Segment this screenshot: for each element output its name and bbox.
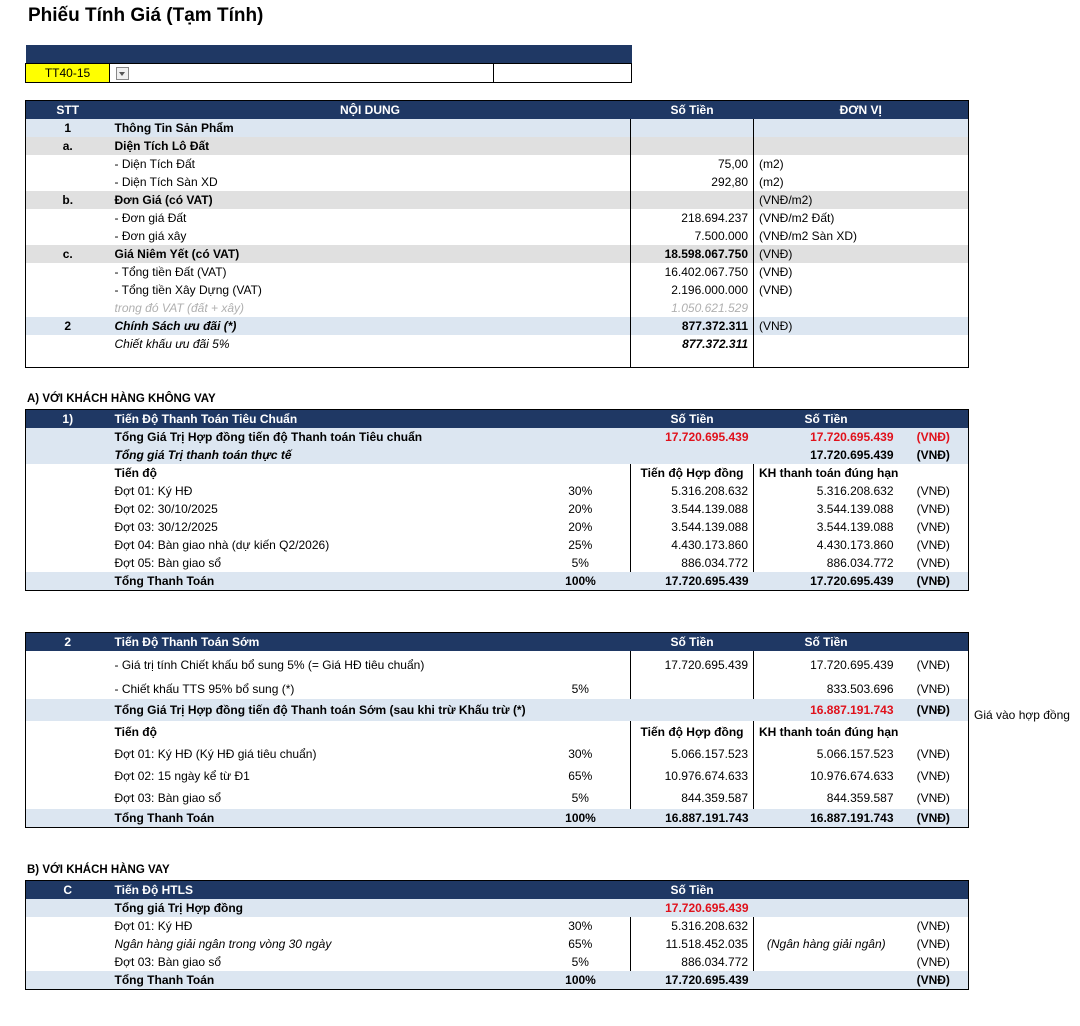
table-row <box>26 245 969 263</box>
table-row <box>26 536 969 554</box>
empty-cell <box>26 787 110 809</box>
row-value-2: 886.034.772 <box>826 556 894 570</box>
row-amount: 218.694.237 <box>631 209 754 227</box>
row-unit: (VNĐ) <box>916 448 950 462</box>
table-row <box>26 137 969 155</box>
table-row <box>26 227 969 245</box>
row-stt <box>26 173 110 191</box>
row-value-1: 17.720.695.439 <box>665 574 749 588</box>
empty-cell <box>26 482 110 500</box>
row-unit: (VNĐ/m2 Sàn XD) <box>759 229 858 243</box>
table-row <box>26 500 969 518</box>
empty-cell <box>110 353 631 368</box>
table-row <box>26 299 969 317</box>
row-value-2: 3.544.139.088 <box>816 520 894 534</box>
row-unit: (VNĐ) <box>916 682 950 696</box>
row-content: trong đó VAT (đất + xây) <box>114 301 245 315</box>
early-payment-header <box>26 633 969 652</box>
row-value-2: 17.720.695.439 <box>810 658 894 672</box>
row-stt: 1 <box>64 121 72 135</box>
row-pct: 5% <box>571 791 589 805</box>
table-row <box>26 191 969 209</box>
row-label: Đợt 02: 30/10/2025 <box>114 502 218 516</box>
row-stt: c. <box>62 247 73 261</box>
row-value-2: 16.887.191.743 <box>810 811 894 825</box>
row-pct: 25% <box>568 538 593 552</box>
row-amount: 16.402.067.750 <box>631 263 754 281</box>
row-value-2: 5.316.208.632 <box>816 484 894 498</box>
row-pct: 5% <box>571 682 589 696</box>
row-label: Tổng Giá Trị Hợp đồng tiến độ Thanh toán Tiêu chuẩn <box>114 430 423 444</box>
row-label: Tổng Thanh Toán <box>114 574 215 588</box>
early-payment-table <box>25 632 969 828</box>
row-amount: 877.372.311 <box>631 317 754 335</box>
section-a-col2: Số Tiền <box>754 410 899 429</box>
row-value-1: 5.316.208.632 <box>631 917 754 935</box>
row-unit: (VNĐ) <box>916 791 950 805</box>
row-label: Ngân hàng giải ngân trong vòng 30 ngày <box>114 937 332 951</box>
row-value-2: 17.720.695.439 <box>810 448 894 462</box>
table-row <box>26 353 969 368</box>
row-amount: 75,00 <box>631 155 754 173</box>
row-stt: b. <box>62 193 74 207</box>
table-row <box>26 317 969 335</box>
row-stt <box>26 227 110 245</box>
table-row <box>26 765 969 787</box>
row-label: Đợt 02: 15 ngày kể từ Đ1 <box>114 769 250 783</box>
standard-payment-header <box>26 410 969 429</box>
row-amount: 2.196.000.000 <box>631 281 754 299</box>
sub-header-col2: KH thanh toán đúng hạn <box>759 466 899 480</box>
section-2-col1: Số Tiền <box>631 633 754 652</box>
empty-cell <box>26 518 110 536</box>
section-2-stt: 2 <box>26 633 110 652</box>
row-unit: (VNĐ) <box>916 538 950 552</box>
row-unit: (VNĐ) <box>916 919 950 933</box>
row-unit: (VNĐ) <box>916 811 950 825</box>
row-label: Đợt 01: Ký HĐ <box>114 484 193 498</box>
row-value-1: 11.518.452.035 <box>631 935 754 953</box>
row-unit <box>754 137 969 155</box>
row-unit: (VNĐ) <box>759 247 793 261</box>
header-stt: STT <box>26 101 110 120</box>
row-unit: (VNĐ/m2) <box>759 193 813 207</box>
header-amount: Số Tiền <box>631 101 754 120</box>
row-value-2 <box>754 953 899 971</box>
section-b-title: B) VỚI KHÁCH HÀNG VAY <box>27 864 170 876</box>
section-b-col1: Số Tiền <box>631 881 754 900</box>
row-value-1: 3.544.139.088 <box>631 500 754 518</box>
sub-header-col1: Tiến độ Hợp đồng <box>631 721 754 743</box>
empty-cell <box>631 353 754 368</box>
row-unit <box>754 335 969 353</box>
row-label: - Giá trị tính Chiết khấu bổ sung 5% (= Giá HĐ tiêu chuẩn) <box>114 658 425 672</box>
row-label: Đợt 04: Bàn giao nhà (dự kiến Q2/2026) <box>114 538 330 552</box>
section-b-stt: C <box>26 881 110 900</box>
row-unit: (VNĐ) <box>759 265 793 279</box>
row-pct: 20% <box>568 502 593 516</box>
price-table-header <box>26 101 969 120</box>
empty-cell <box>26 917 110 935</box>
row-amount <box>631 119 754 137</box>
row-label: Đợt 01: Ký HĐ (Ký HĐ giá tiêu chuẩn) <box>114 747 317 761</box>
table-row <box>26 935 969 953</box>
row-value-2: 16.887.191.743 <box>810 703 894 717</box>
row-pct: 100% <box>565 574 596 588</box>
row-amount: 18.598.067.750 <box>631 245 754 263</box>
row-stt: a. <box>62 139 73 153</box>
row-value-2: 833.503.696 <box>826 682 894 696</box>
table-row <box>26 155 969 173</box>
row-unit: (VNĐ/m2 Đất) <box>759 211 835 225</box>
row-value-1: 17.720.695.439 <box>665 901 749 915</box>
row-unit: (VNĐ) <box>916 937 950 951</box>
row-content: Chiết khấu ưu đãi 5% <box>114 337 230 351</box>
row-content: - Tổng tiền Xây Dựng (VAT) <box>114 283 262 297</box>
row-label: Đợt 03: 30/12/2025 <box>114 520 218 534</box>
early-sub-header <box>26 721 969 743</box>
loan-payment-header <box>26 881 969 900</box>
row-amount <box>631 137 754 155</box>
row-amount: 1.050.621.529 <box>631 299 754 317</box>
row-value-1: 17.720.695.439 <box>665 973 749 987</box>
empty-cell <box>26 353 110 368</box>
row-content: - Đơn giá Đất <box>114 211 187 225</box>
row-unit: (VNĐ) <box>759 319 793 333</box>
row-pct: 30% <box>568 747 593 761</box>
empty-cell <box>26 935 110 953</box>
table-row <box>26 743 969 765</box>
header-content: NỘI DUNG <box>110 101 631 120</box>
loan-total-contract-row <box>26 899 969 917</box>
section-a-col1: Số Tiền <box>631 410 754 429</box>
table-row <box>26 281 969 299</box>
table-row <box>26 335 969 353</box>
table-row <box>26 787 969 809</box>
row-pct: 30% <box>568 919 593 933</box>
row-stt <box>26 281 110 299</box>
standard-total-contract-row <box>26 428 969 446</box>
row-unit: (VNĐ) <box>916 520 950 534</box>
row-value-1: 5.066.157.523 <box>631 743 754 765</box>
early-discount-row <box>26 679 969 699</box>
table-row <box>26 917 969 935</box>
section-a-label: Tiến Độ Thanh Toán Tiêu Chuẩn <box>110 410 631 429</box>
loan-payment-table <box>25 880 969 990</box>
row-pct: 100% <box>565 973 596 987</box>
standard-total-row <box>26 572 969 591</box>
table-row <box>26 173 969 191</box>
early-discount-base-row <box>26 651 969 679</box>
row-unit <box>754 119 969 137</box>
row-value-2: 10.976.674.633 <box>810 769 894 783</box>
row-unit: (VNĐ) <box>916 484 950 498</box>
row-unit: (VNĐ) <box>916 747 950 761</box>
table-row <box>26 953 969 971</box>
row-content: - Đơn giá xây <box>114 229 187 243</box>
empty-cell <box>26 536 110 554</box>
empty-cell <box>26 953 110 971</box>
table-row <box>26 209 969 227</box>
row-value-1: 17.720.695.439 <box>631 651 754 679</box>
row-value-2: 5.066.157.523 <box>816 747 894 761</box>
row-unit: (VNĐ) <box>916 658 950 672</box>
row-label: Tổng Thanh Toán <box>114 811 215 825</box>
standard-actual-row <box>26 446 969 464</box>
page-title: Phiếu Tính Giá (Tạm Tính) <box>28 5 264 26</box>
row-value-2: (Ngân hàng giải ngân) <box>766 937 886 951</box>
price-info-table <box>25 100 969 368</box>
empty-cell <box>26 500 110 518</box>
empty-cell <box>26 765 110 787</box>
row-pct: 30% <box>568 484 593 498</box>
table-row <box>26 119 969 137</box>
row-value-1: 16.887.191.743 <box>665 811 749 825</box>
selector-header <box>26 45 632 64</box>
row-label: Đợt 01: Ký HĐ <box>114 919 193 933</box>
row-label: - Chiết khấu TTS 95% bổ sung (*) <box>114 682 295 696</box>
row-value-2 <box>754 917 899 935</box>
section-2-col2: Số Tiền <box>754 633 899 652</box>
row-value-1: 17.720.695.439 <box>665 430 749 444</box>
table-row <box>26 554 969 572</box>
row-stt <box>26 335 110 353</box>
table-row <box>26 263 969 281</box>
section-a-stt: 1) <box>26 410 110 429</box>
row-unit: (m2) <box>759 157 784 171</box>
table-row <box>26 482 969 500</box>
row-unit <box>754 299 969 317</box>
row-unit: (VNĐ) <box>759 283 793 297</box>
loan-total-row <box>26 971 969 990</box>
row-value-1: 886.034.772 <box>631 953 754 971</box>
empty-cell <box>26 743 110 765</box>
row-label: Đợt 03: Bàn giao sổ <box>114 955 222 969</box>
row-value-1: 3.544.139.088 <box>631 518 754 536</box>
table-row <box>26 518 969 536</box>
row-unit: (m2) <box>759 175 784 189</box>
header-unit: ĐƠN VỊ <box>754 101 969 120</box>
product-code-cell[interactable] <box>26 64 110 83</box>
row-unit: (VNĐ) <box>916 556 950 570</box>
row-pct: 100% <box>565 811 596 825</box>
row-value-1: 10.976.674.633 <box>631 765 754 787</box>
row-unit: (VNĐ) <box>916 430 950 444</box>
row-content: Đơn Giá (có VAT) <box>114 193 213 207</box>
row-label: Tiến độ <box>114 466 157 480</box>
row-unit: (VNĐ) <box>916 502 950 516</box>
row-pct: 20% <box>568 520 593 534</box>
product-code: TT40-15 <box>44 66 91 80</box>
row-content: Thông Tin Sản Phẩm <box>114 121 234 135</box>
product-selector-table <box>25 45 632 83</box>
row-label: Tổng Giá Trị Hợp đồng tiến độ Thanh toán Sớm (sau khi trừ Khấu trừ (*) <box>114 703 526 717</box>
row-pct: 65% <box>568 937 593 951</box>
row-value-2: 17.720.695.439 <box>810 574 894 588</box>
row-value-1: 886.034.772 <box>631 554 754 572</box>
section-a-title: A) VỚI KHÁCH HÀNG KHÔNG VAY <box>27 393 216 405</box>
standard-sub-header <box>26 464 969 482</box>
row-stt <box>26 155 110 173</box>
standard-payment-table <box>25 409 969 591</box>
row-label: Đợt 05: Bàn giao sổ <box>114 556 222 570</box>
row-unit: (VNĐ) <box>916 574 950 588</box>
row-stt: 2 <box>64 319 72 333</box>
row-content: - Tổng tiền Đất (VAT) <box>114 265 227 279</box>
row-unit: (VNĐ) <box>916 703 950 717</box>
row-content: - Diện Tích Đất <box>114 157 195 171</box>
row-unit: (VNĐ) <box>916 769 950 783</box>
sub-header-col2: KH thanh toán đúng hạn <box>759 725 899 739</box>
row-label: Tổng giá Trị Hợp đồng <box>114 901 244 915</box>
section-b-label: Tiến Độ HTLS <box>110 881 631 900</box>
row-amount: 877.372.311 <box>631 335 754 353</box>
row-label: Tổng giá Trị thanh toán thực tế <box>114 448 292 462</box>
row-value-1: 844.359.587 <box>631 787 754 809</box>
row-value-1: 5.316.208.632 <box>631 482 754 500</box>
row-label: Tiến độ <box>114 725 157 739</box>
empty-cell <box>754 353 969 368</box>
row-content: Giá Niêm Yết (có VAT) <box>114 247 240 261</box>
row-pct: 5% <box>571 955 589 969</box>
row-content: Chính Sách ưu đãi (*) <box>114 319 237 333</box>
row-stt <box>26 209 110 227</box>
row-content: Diện Tích Lô Đất <box>114 139 210 153</box>
row-amount: 7.500.000 <box>631 227 754 245</box>
row-content: - Diện Tích Sàn XD <box>114 175 218 189</box>
row-unit: (VNĐ) <box>916 973 950 987</box>
row-value-1: 4.430.173.860 <box>631 536 754 554</box>
row-stt <box>26 263 110 281</box>
row-unit: (VNĐ) <box>916 955 950 969</box>
selector-extra-cell <box>494 64 632 83</box>
row-amount <box>631 191 754 209</box>
row-value-2: 4.430.173.860 <box>816 538 894 552</box>
product-dropdown-cell[interactable] <box>110 64 494 83</box>
row-amount: 292,80 <box>631 173 754 191</box>
row-pct: 5% <box>571 556 589 570</box>
selector-row <box>26 64 632 83</box>
early-total-row <box>26 809 969 828</box>
row-value-2: 3.544.139.088 <box>816 502 894 516</box>
early-total-contract-row <box>26 699 969 721</box>
empty-cell <box>26 554 110 572</box>
row-pct: 65% <box>568 769 593 783</box>
row-label: Đợt 03: Bàn giao sổ <box>114 791 222 805</box>
row-label: Tổng Thanh Toán <box>114 973 215 987</box>
chevron-down-icon[interactable] <box>116 67 129 80</box>
sub-header-col1: Tiến độ Hợp đồng <box>631 464 754 482</box>
row-value-2: 17.720.695.439 <box>810 430 894 444</box>
row-stt <box>26 299 110 317</box>
contract-price-note: Giá vào hợp đồng <box>974 708 1070 722</box>
section-2-label: Tiến Độ Thanh Toán Sớm <box>110 633 631 652</box>
row-value-2: 844.359.587 <box>826 791 894 805</box>
